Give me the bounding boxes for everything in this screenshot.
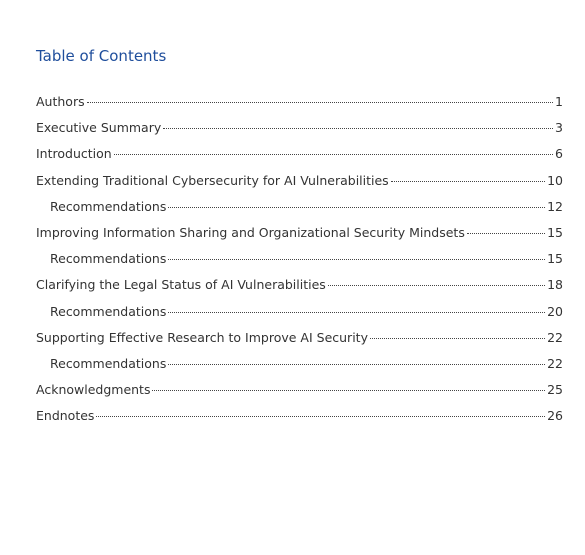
- toc-dot-leader: [168, 364, 545, 365]
- toc-dot-leader: [152, 390, 545, 391]
- toc-entry[interactable]: [36, 119, 563, 145]
- toc-dot-leader: [328, 285, 545, 286]
- toc-dot-leader: [370, 338, 545, 339]
- toc-entry-page-number: 3: [555, 120, 563, 136]
- toc-entry-label: Endnotes: [36, 408, 95, 424]
- toc-entry-label: Clarifying the Legal Status of AI Vulnerabilities: [36, 277, 326, 293]
- toc-entry[interactable]: [36, 198, 563, 224]
- toc-entry-page-number: 6: [555, 146, 563, 162]
- toc-dot-leader: [114, 154, 553, 155]
- toc-entry-label: Authors: [36, 94, 85, 109]
- toc-entry[interactable]: [36, 93, 563, 119]
- toc-entry-label: Recommendations: [50, 198, 167, 214]
- toc-entry[interactable]: [36, 145, 563, 171]
- toc-entry[interactable]: [36, 250, 563, 276]
- toc-entry-label: Acknowledgments: [36, 382, 151, 398]
- toc-entry-page-number: 22: [547, 329, 563, 345]
- toc-entry-label: Recommendations: [50, 303, 167, 319]
- toc-entry[interactable]: [36, 224, 563, 250]
- toc-dot-leader: [391, 181, 545, 182]
- toc-title: Table of Contents: [36, 47, 167, 65]
- toc-entry-page-number: 26: [547, 408, 563, 424]
- toc-entry-page-number: 15: [547, 251, 563, 267]
- toc-entry-label: Executive Summary: [36, 120, 162, 136]
- toc-dot-leader: [96, 416, 545, 417]
- toc-entry-page-number: 25: [547, 382, 563, 398]
- toc-entry[interactable]: [36, 276, 563, 302]
- toc-dot-leader: [163, 128, 553, 129]
- toc-dot-leader: [168, 312, 545, 313]
- toc-entry-page-number: 18: [547, 277, 563, 293]
- toc-entry-page-number: 20: [547, 303, 563, 319]
- toc-entry[interactable]: [36, 381, 563, 407]
- toc-entry[interactable]: [36, 407, 563, 433]
- toc-entry[interactable]: [36, 303, 563, 329]
- toc-list: [36, 93, 563, 433]
- toc-entry-page-number: 1: [555, 94, 563, 109]
- toc-entry-label: Supporting Effective Research to Improve AI Security: [36, 329, 368, 345]
- toc-entry-label: Introduction: [36, 146, 112, 162]
- toc-entry-page-number: 12: [547, 198, 563, 214]
- toc-dot-leader: [467, 233, 545, 234]
- toc-entry[interactable]: [36, 329, 563, 355]
- toc-entry-label: Improving Information Sharing and Organizational Security Mindsets: [36, 224, 465, 240]
- toc-entry-page-number: 15: [547, 224, 563, 240]
- toc-entry[interactable]: [36, 355, 563, 381]
- toc-entry-label: Recommendations: [50, 251, 167, 267]
- toc-dot-leader: [87, 102, 553, 103]
- toc-entry-page-number: 10: [547, 172, 563, 188]
- toc-entry-page-number: 22: [547, 355, 563, 371]
- toc-entry-label: Recommendations: [50, 355, 167, 371]
- toc-entry[interactable]: [36, 172, 563, 198]
- toc-dot-leader: [168, 259, 545, 260]
- toc-entry-label: Extending Traditional Cybersecurity for AI Vulnerabilities: [36, 172, 389, 188]
- toc-dot-leader: [168, 207, 545, 208]
